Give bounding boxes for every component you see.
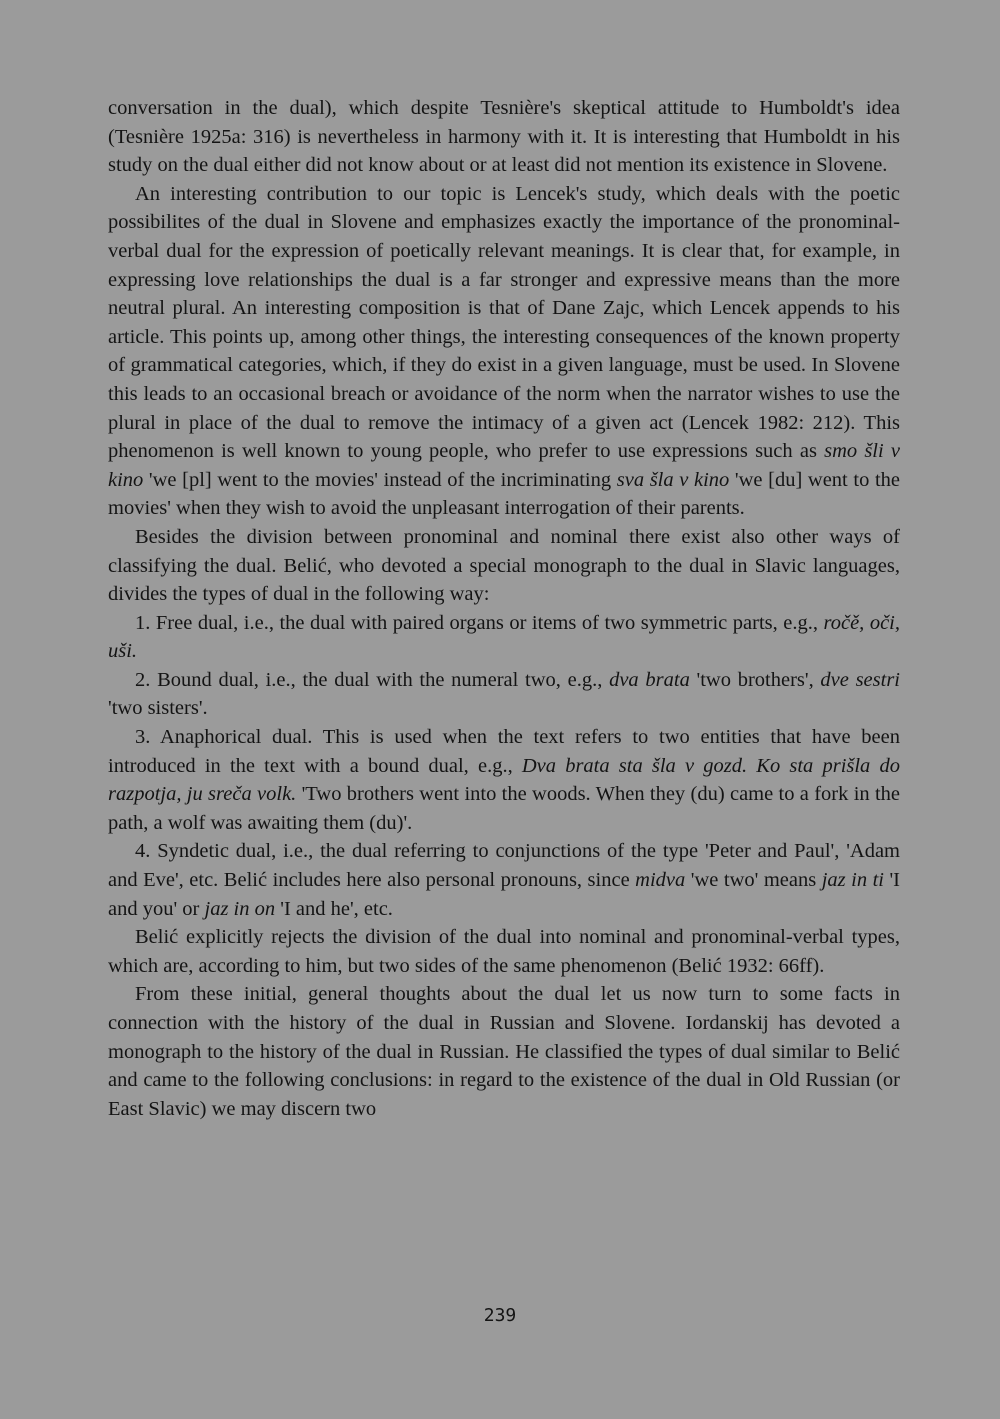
text-run: 'we [pl] went to the movies' instead of the incriminating xyxy=(143,468,617,491)
paragraph xyxy=(108,723,900,837)
text-run: 'we two' means xyxy=(685,869,822,892)
italic-example: ročě, oči, uši. xyxy=(108,611,900,663)
paragraph xyxy=(108,980,900,1123)
text-run: 'I and you' or xyxy=(108,869,900,920)
italic-example: midva xyxy=(635,869,686,892)
italic-example: dve sestri xyxy=(820,668,900,691)
paragraph xyxy=(108,666,900,723)
page-number: 239 xyxy=(483,1305,517,1326)
text-run: 'Two brothers went into the woods. When they (du) came to a fork in the path, a wolf was awaiting them (du)'. xyxy=(108,783,900,834)
paragraph xyxy=(108,609,900,666)
text-run: 2. Bound dual, i.e., the dual with the numeral two, e.g., xyxy=(135,668,610,691)
paragraph xyxy=(108,923,900,980)
text-run: 'two sisters'. xyxy=(108,697,208,720)
body-text xyxy=(108,94,900,1123)
text-run: conversation in the dual), which despite Tesnière's skeptical attitude to Humboldt's idea (Tesnière 1925a: 316) is nevertheless in harmony with it. It is interesting that Humboldt in his study on the dual either did not know about or at least did not mention its existence in Slovene. xyxy=(108,97,900,177)
text-run: 4. Syndetic dual, i.e., the dual referring to conjunctions of the type 'Peter and Paul', 'Adam and Eve', etc. Belić includes here also personal pronouns, since xyxy=(108,840,900,892)
text-run: 1. Free dual, i.e., the dual with paired organs or items of two symmetric parts, e.g., xyxy=(135,611,824,634)
text-run: Belić explicitly rejects the division of the dual into nominal and pronominal-verbal types, which are, according to him, but two sides of the same phenomenon (Belić 1932: 66ff). xyxy=(108,926,900,977)
text-run: 3. Anaphorical dual. This is used when the text refers to two entities that have been introduced in the text with a bound dual, e.g., xyxy=(108,726,900,777)
italic-example: dva brata xyxy=(609,668,690,691)
paragraph xyxy=(108,94,900,180)
text-run: An interesting contribution to our topic is Lencek's study, which deals with the poetic possibilites of the dual in Slovene and emphasizes exactly the importance of the pronominal-verbal dual for the expression of poetically relevant meanings. It is clear that, for example, in expressing love relationships the dual is a far stronger and expressive means than the more neutral plural. An interesting composition is that of Dane Zajc, which Lencek appends to his article. This points up, among other things, the interesting consequences of the known property of grammatical categories, which, if they do exist in a given language, must be used. In Slovene this leads to an occasional breach or avoidance of the norm when the narrator wishes to use the plural in place of the dual to remove the intimacy of a given act (Lencek 1982: 212). This phenomenon is well known to young people, who prefer to use expressions such as xyxy=(108,182,900,463)
paragraph xyxy=(108,180,900,523)
text-run: 'we [du] went to the movies' when they wish to avoid the unpleasant interrogation of their parents. xyxy=(108,468,900,520)
text-run: From these initial, general thoughts about the dual let us now turn to some facts in connection with the history of the dual in Russian and Slovene. Iordanskij has devoted a monograph to the history of the dual in Russian. He classified the types of dual similar to Belić and came to the following conclusions: in regard to the existence of the dual in Old Russian (or East Slavic) we may discern two xyxy=(108,983,900,1120)
italic-example: jaz in on xyxy=(204,897,276,920)
text-run: Besides the division between pronominal and nominal there exist also other ways of classifying the dual. Belić, who devoted a special monograph to the dual in Slavic languages, divides the types of dual in the following way: xyxy=(108,525,900,606)
italic-example: sva šla v kino xyxy=(616,468,730,491)
italic-example: smo šli v kino xyxy=(108,440,900,491)
paragraph xyxy=(108,837,900,923)
italic-example: jaz in ti xyxy=(821,869,884,892)
text-run: 'I and he', etc. xyxy=(275,897,393,920)
text-run: 'two brothers', xyxy=(689,668,821,691)
italic-example: Dva brata sta šla v gozd. Ko sta prišla do razpotja, ju sreča volk. xyxy=(108,754,900,806)
paragraph xyxy=(108,523,900,609)
